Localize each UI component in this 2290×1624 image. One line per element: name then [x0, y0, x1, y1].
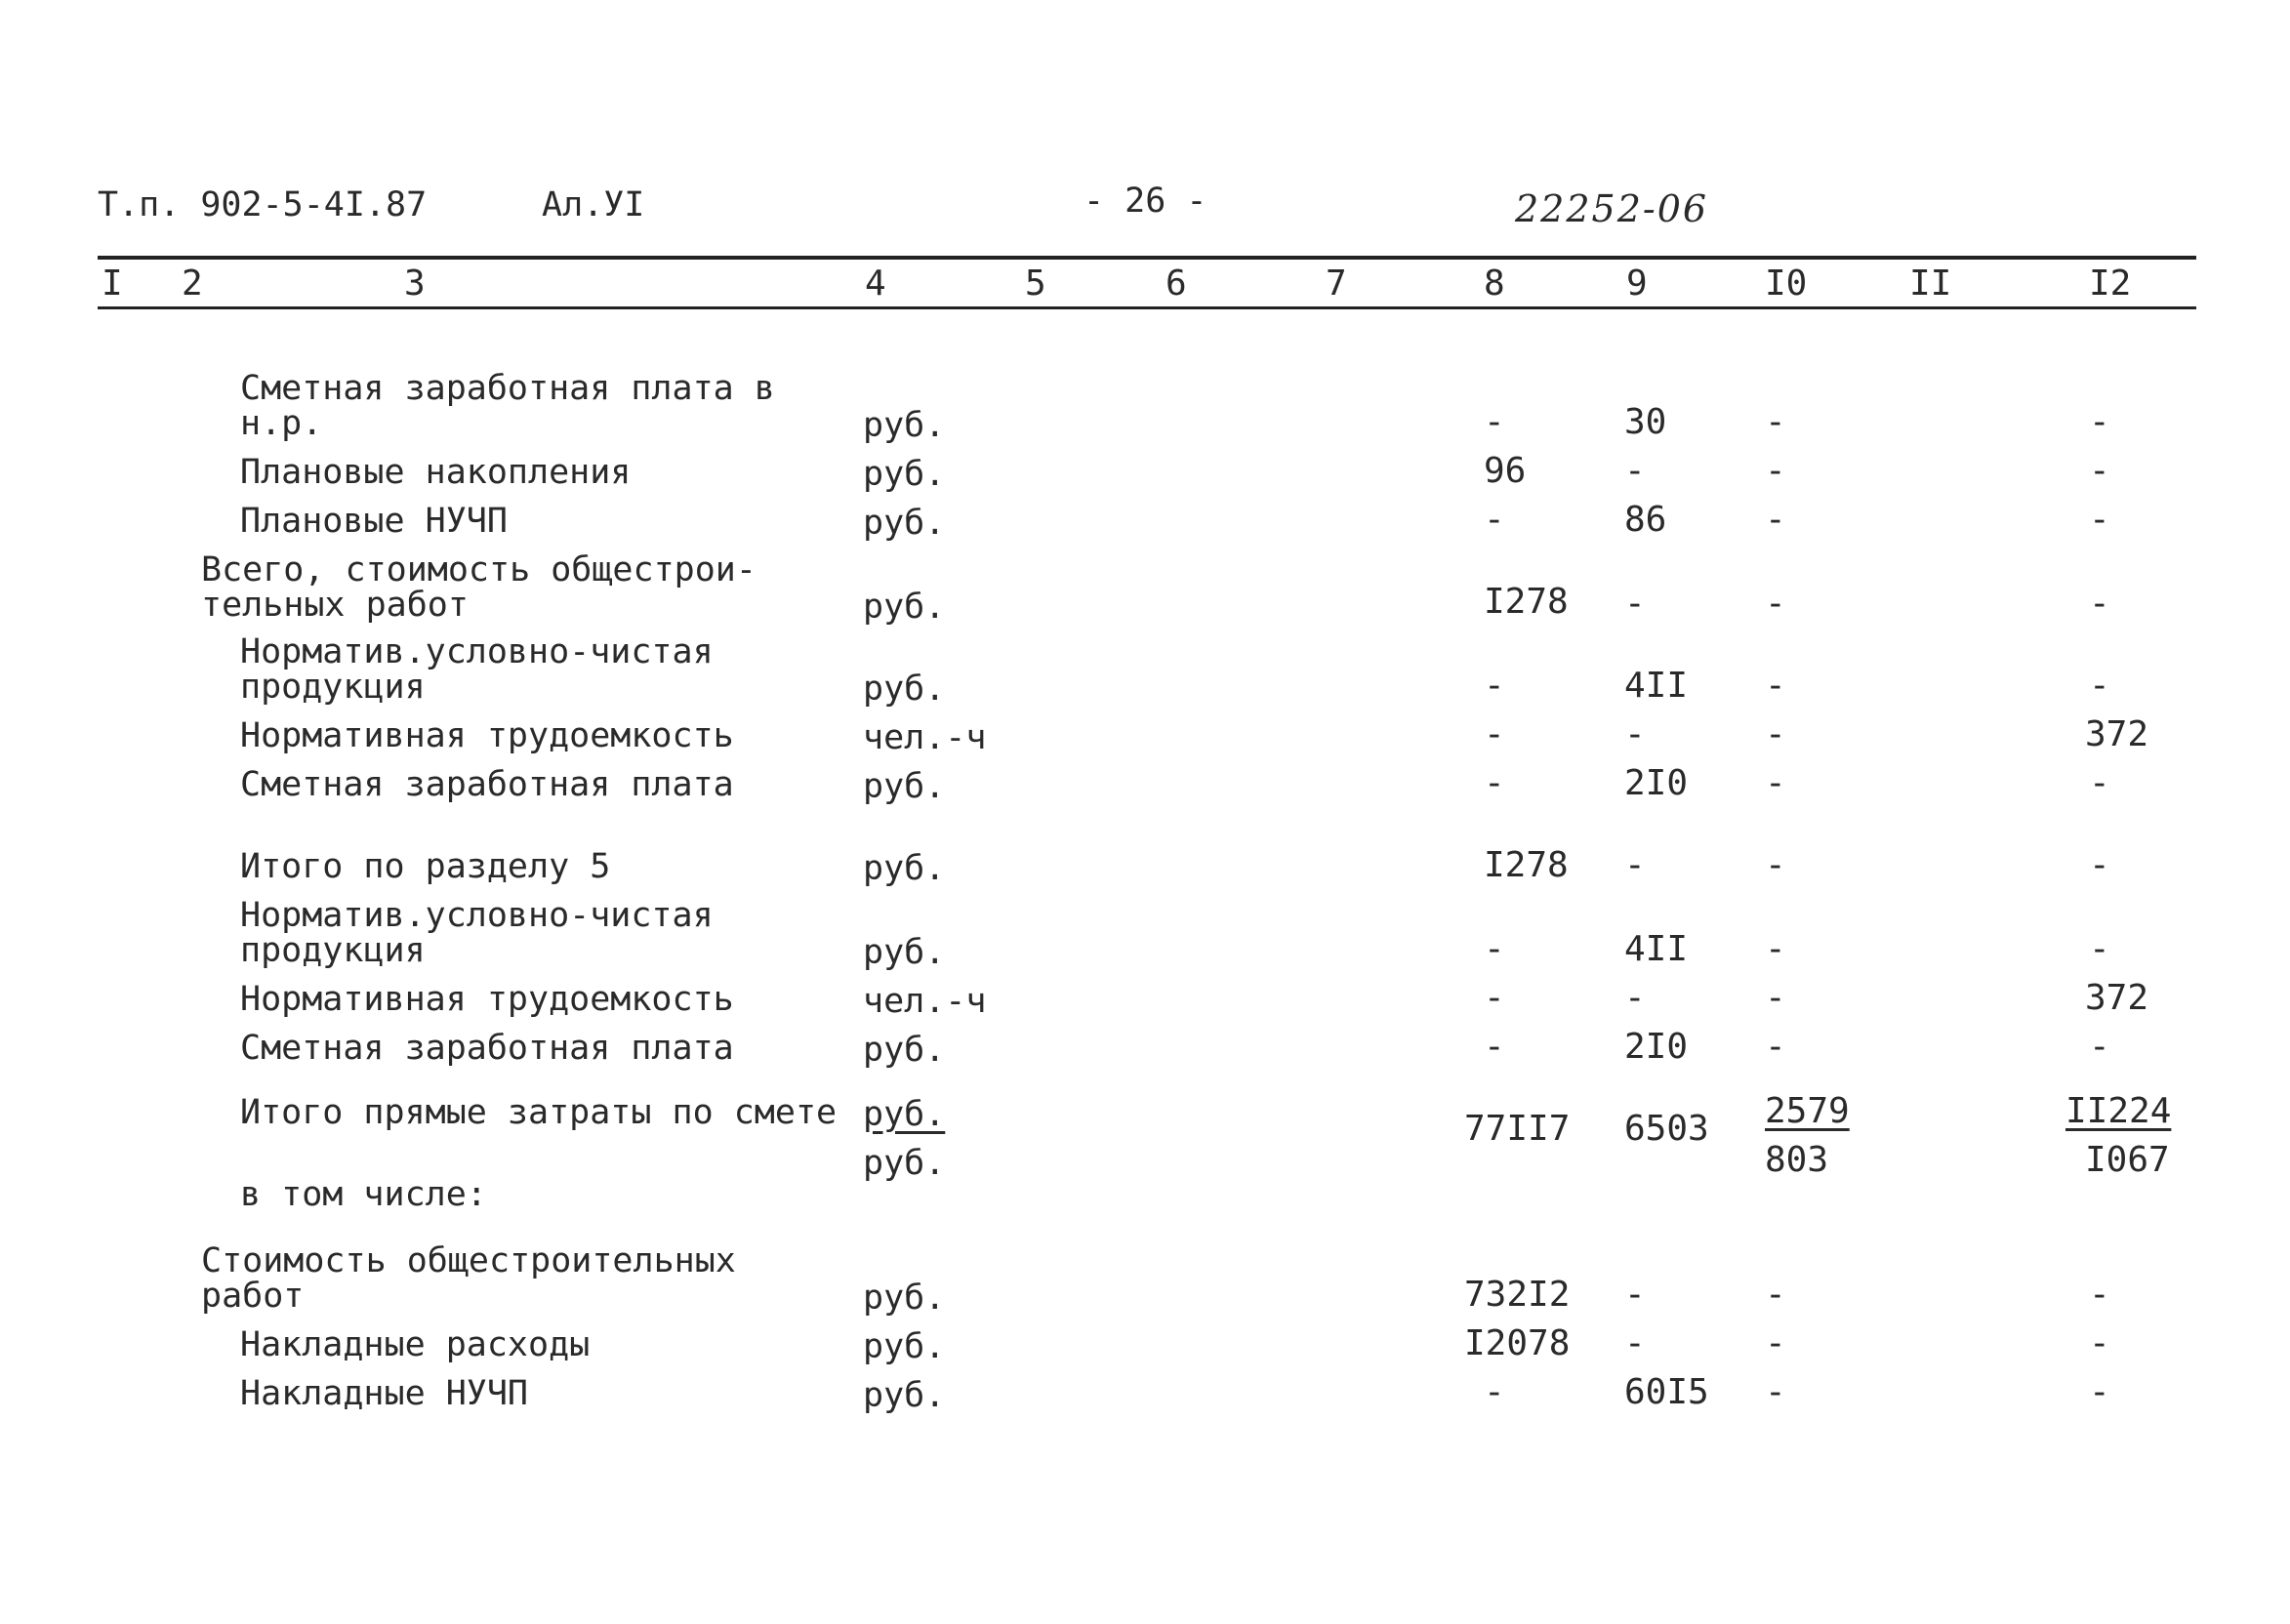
- cell-col12: -: [2089, 402, 2110, 442]
- inventory-number: 22252-06: [1515, 187, 1709, 230]
- cell-col10: 2579: [1765, 1091, 1850, 1131]
- cell-col8: -: [1484, 500, 1505, 540]
- cell-col10: -: [1765, 845, 1786, 885]
- cell-col9: 86: [1624, 500, 1667, 540]
- cell-col10: -: [1765, 929, 1786, 969]
- album-number: Ал.УI: [542, 185, 645, 224]
- row-label: Стоимость общестроительных работ: [201, 1241, 736, 1316]
- cell-col8: I278: [1484, 582, 1569, 622]
- cell-col9: 4II: [1624, 929, 1689, 969]
- cell-col9: 30: [1624, 402, 1667, 442]
- cell-col8: 96: [1484, 451, 1527, 491]
- row-label: Плановые накопления: [240, 453, 632, 492]
- cell-col10: -: [1765, 1323, 1786, 1363]
- cell-col9: 6503: [1624, 1109, 1709, 1149]
- cell-col12: -: [2089, 500, 2110, 540]
- cell-col9: 2I0: [1624, 1027, 1689, 1067]
- cell-col12: -: [2089, 929, 2110, 969]
- cell-col12: 372: [2085, 978, 2149, 1018]
- table-header-rule: [98, 306, 2196, 309]
- row-label: Норматив.условно-чистая продукция: [240, 632, 714, 707]
- row-label: Итого по разделу 5: [240, 847, 611, 886]
- cell-col9: 2I0: [1624, 763, 1689, 803]
- cell-col12: -: [2089, 1275, 2110, 1315]
- column-header-3: 3: [404, 264, 426, 304]
- row-label: в том числе:: [240, 1175, 487, 1214]
- cell-col8: -: [1484, 763, 1505, 803]
- cell-col8: I278: [1484, 845, 1569, 885]
- cell-col9: -: [1624, 1275, 1646, 1315]
- row-label: Нормативная трудоемкость: [240, 716, 734, 755]
- row-unit: руб.: [863, 767, 946, 806]
- cell-col10: -: [1765, 1027, 1786, 1067]
- cell-col12: -: [2089, 1372, 2110, 1412]
- cell-col8: 732I2: [1464, 1275, 1571, 1315]
- cell-col9: -: [1624, 584, 1646, 624]
- row-unit: руб.: [863, 1031, 946, 1070]
- row-unit: чел.-ч: [863, 718, 987, 757]
- row-label: Нормативная трудоемкость: [240, 980, 734, 1019]
- row-unit: руб.: [863, 1327, 946, 1366]
- cell-col8: I2078: [1464, 1323, 1571, 1363]
- cell-col9: -: [1624, 1323, 1646, 1363]
- cell-col12: -: [2089, 451, 2110, 491]
- cell-col10: -: [1765, 978, 1786, 1018]
- cell-col10: -: [1765, 402, 1786, 442]
- cell-col12: -: [2089, 845, 2110, 885]
- cell-col9: 60I5: [1624, 1372, 1709, 1412]
- cell-col9: -: [1624, 451, 1646, 491]
- doc-code: Т.п. 902-5-4I.87: [98, 185, 428, 224]
- cell-col8: 77II7: [1464, 1109, 1571, 1149]
- cell-col12: 372: [2085, 714, 2149, 754]
- cell-col12: -: [2089, 1323, 2110, 1363]
- row-unit: руб.: [863, 1376, 946, 1415]
- cell-col9: -: [1624, 978, 1646, 1018]
- cell-col10: -: [1765, 500, 1786, 540]
- cell-col9: -: [1624, 714, 1646, 754]
- cell-col10: -: [1765, 714, 1786, 754]
- row-label: Накладные НУЧП: [240, 1374, 529, 1413]
- cell-col8: -: [1484, 666, 1505, 706]
- cell-col10: -: [1765, 763, 1786, 803]
- column-header-7: 7: [1326, 264, 1347, 304]
- cell-col12: -: [2089, 763, 2110, 803]
- row-unit: руб.: [863, 406, 946, 445]
- row-unit: чел.-ч: [863, 982, 987, 1021]
- row-label: Сметная заработная плата в н.р.: [240, 369, 775, 443]
- page-number: - 26 -: [1084, 182, 1207, 221]
- row-unit: руб.: [863, 455, 946, 494]
- cell-col12: II224: [2065, 1091, 2172, 1131]
- column-header-8: 8: [1484, 264, 1505, 304]
- column-header-12: I2: [2089, 264, 2132, 304]
- cell-col10: -: [1765, 1372, 1786, 1412]
- column-header-1: I: [102, 264, 123, 304]
- cell-col10: -: [1765, 451, 1786, 491]
- cell-col8: -: [1484, 402, 1505, 442]
- column-header-9: 9: [1626, 264, 1648, 304]
- row-unit: руб.: [863, 1279, 946, 1318]
- row-label: Сметная заработная плата: [240, 765, 734, 804]
- column-header-2: 2: [182, 264, 203, 304]
- row-label: Всего, стоимость общестрои- тельных работ: [201, 550, 757, 625]
- cell-col12-secondary: I067: [2085, 1140, 2170, 1180]
- row-unit: руб.: [863, 849, 946, 888]
- row-label: Норматив.условно-чистая продукция: [240, 896, 714, 970]
- cell-col10: -: [1765, 666, 1786, 706]
- row-label: Итого прямые затраты по смете: [240, 1093, 838, 1132]
- cell-col10-secondary: 803: [1765, 1140, 1829, 1180]
- row-unit: руб.: [863, 1095, 946, 1134]
- row-unit: руб.: [863, 504, 946, 543]
- cell-col8: -: [1484, 929, 1505, 969]
- cell-col8: -: [1484, 1372, 1505, 1412]
- cell-col12: -: [2089, 584, 2110, 624]
- row-label: Сметная заработная плата: [240, 1029, 734, 1068]
- row-label: Накладные расходы: [240, 1325, 591, 1364]
- column-header-4: 4: [865, 264, 886, 304]
- row-unit: руб.: [863, 588, 946, 627]
- cell-col10: -: [1765, 584, 1786, 624]
- column-header-10: I0: [1765, 264, 1808, 304]
- row-label: Плановые НУЧП: [240, 502, 508, 541]
- column-header-6: 6: [1165, 264, 1187, 304]
- cell-col9: -: [1624, 845, 1646, 885]
- column-header-11: II: [1909, 264, 1952, 304]
- cell-col9: 4II: [1624, 666, 1689, 706]
- cell-col8: -: [1484, 978, 1505, 1018]
- table-top-rule: [98, 256, 2196, 260]
- cell-col12: -: [2089, 1027, 2110, 1067]
- row-unit: руб.: [863, 670, 946, 709]
- row-unit-secondary: руб.: [863, 1144, 946, 1183]
- column-header-5: 5: [1025, 264, 1046, 304]
- cell-col12: -: [2089, 666, 2110, 706]
- cell-col10: -: [1765, 1275, 1786, 1315]
- cell-col8: -: [1484, 1027, 1505, 1067]
- row-unit: руб.: [863, 933, 946, 972]
- cell-col8: -: [1484, 714, 1505, 754]
